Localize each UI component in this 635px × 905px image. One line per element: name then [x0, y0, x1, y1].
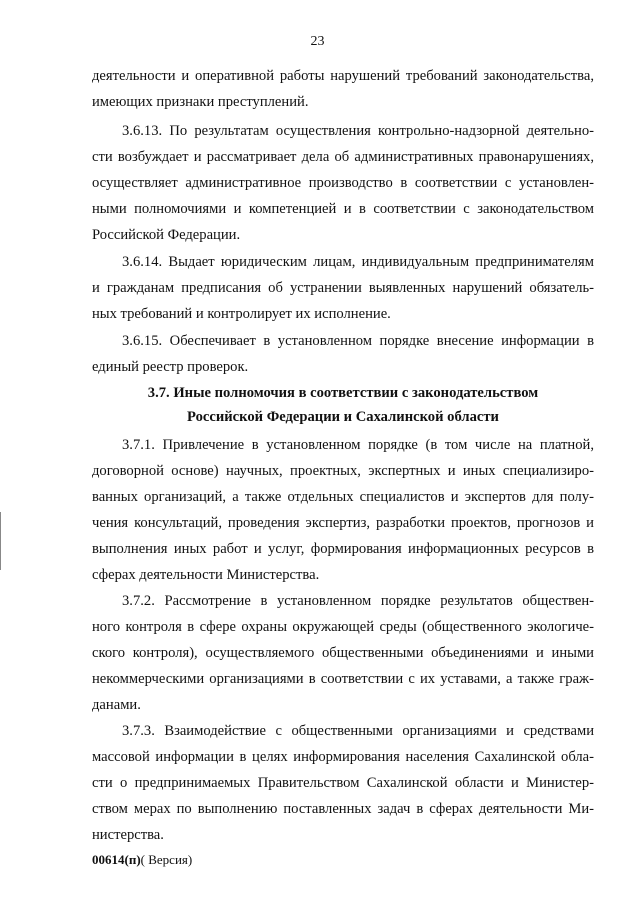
text-line: единый реестр проверок. [92, 359, 249, 375]
text-line: ванных организаций, а также отдельных специалистов и экспертов для полу- [92, 489, 594, 505]
text-line: сти о предпринимаемых Правительством Сахалинской области и Министер- [92, 775, 594, 791]
text-line: осуществляет административное производство в соответствии с установлен- [92, 175, 594, 191]
text-line: ных требований и контролирует их исполнение. [92, 306, 391, 322]
section-heading-line: 3.7. Иные полномочия в соответствии с законодательством [147, 385, 539, 401]
text-line: имеющих признаки преступлений. [92, 94, 309, 110]
paragraph-first-line: 3.6.14. Выдает юридическим лицам, индивидуальным предпринимателям [122, 254, 594, 270]
text-line: сти возбуждает и рассматривает дела об административных правонарушениях, [92, 149, 594, 165]
text-line: договорной основе) научных, проектных, экспертных и иных специализиро- [92, 463, 594, 479]
text-line: ского контроля), осуществляемого общественными объединениями и иными [92, 645, 594, 661]
section-heading-line: Российской Федерации и Сахалинской области [187, 409, 499, 425]
text-line: чения консультаций, проведения экспертиз, разработки проектов, прогнозов и [92, 515, 594, 531]
document-footer [92, 851, 192, 869]
text-line: ного контроля в сфере охраны окружающей среды (общественного экологиче- [92, 619, 594, 635]
paragraph-first-line: 3.7.3. Взаимодействие с общественными организациями и средствами [122, 723, 594, 739]
scan-margin-mark [0, 512, 1, 570]
text-line: данами. [92, 697, 141, 713]
text-line: ством мерах по выполнению поставленных задач в сферах деятельности Ми- [92, 801, 594, 817]
document-version: ( Версия) [140, 852, 193, 867]
text-line: выполнения иных работ и услуг, формирования информационных ресурсов в [92, 541, 594, 557]
paragraph-first-line: 3.7.2. Рассмотрение в установленном порядке результатов обществен- [122, 593, 594, 609]
text-line: нистерства. [92, 827, 164, 843]
page-number: 23 [310, 34, 325, 49]
document-code: 00614(п) [92, 852, 141, 867]
paragraph-first-line: 3.7.1. Привлечение в установленном порядке (в том числе на платной, [122, 437, 594, 453]
text-line: и гражданам предписания об устранении выявленных нарушений обязатель- [92, 280, 594, 296]
paragraph-first-line: 3.6.15. Обеспечивает в установленном порядке внесение информации в [122, 333, 594, 349]
paragraph-first-line: 3.6.13. По результатам осуществления контрольно-надзорной деятельно- [122, 123, 594, 139]
text-line: деятельности и оперативной работы нарушений требований законодательства, [92, 68, 594, 84]
text-line: некоммерческими организациями в соответствии с их уставами, а также граж- [92, 671, 594, 687]
text-line: Российской Федерации. [92, 227, 241, 243]
text-line: ными полномочиями и компетенцией и в соответствии с законодательством [92, 201, 594, 217]
text-line: сферах деятельности Министерства. [92, 567, 320, 583]
text-line: массовой информации в целях информирования населения Сахалинской обла- [92, 749, 594, 765]
